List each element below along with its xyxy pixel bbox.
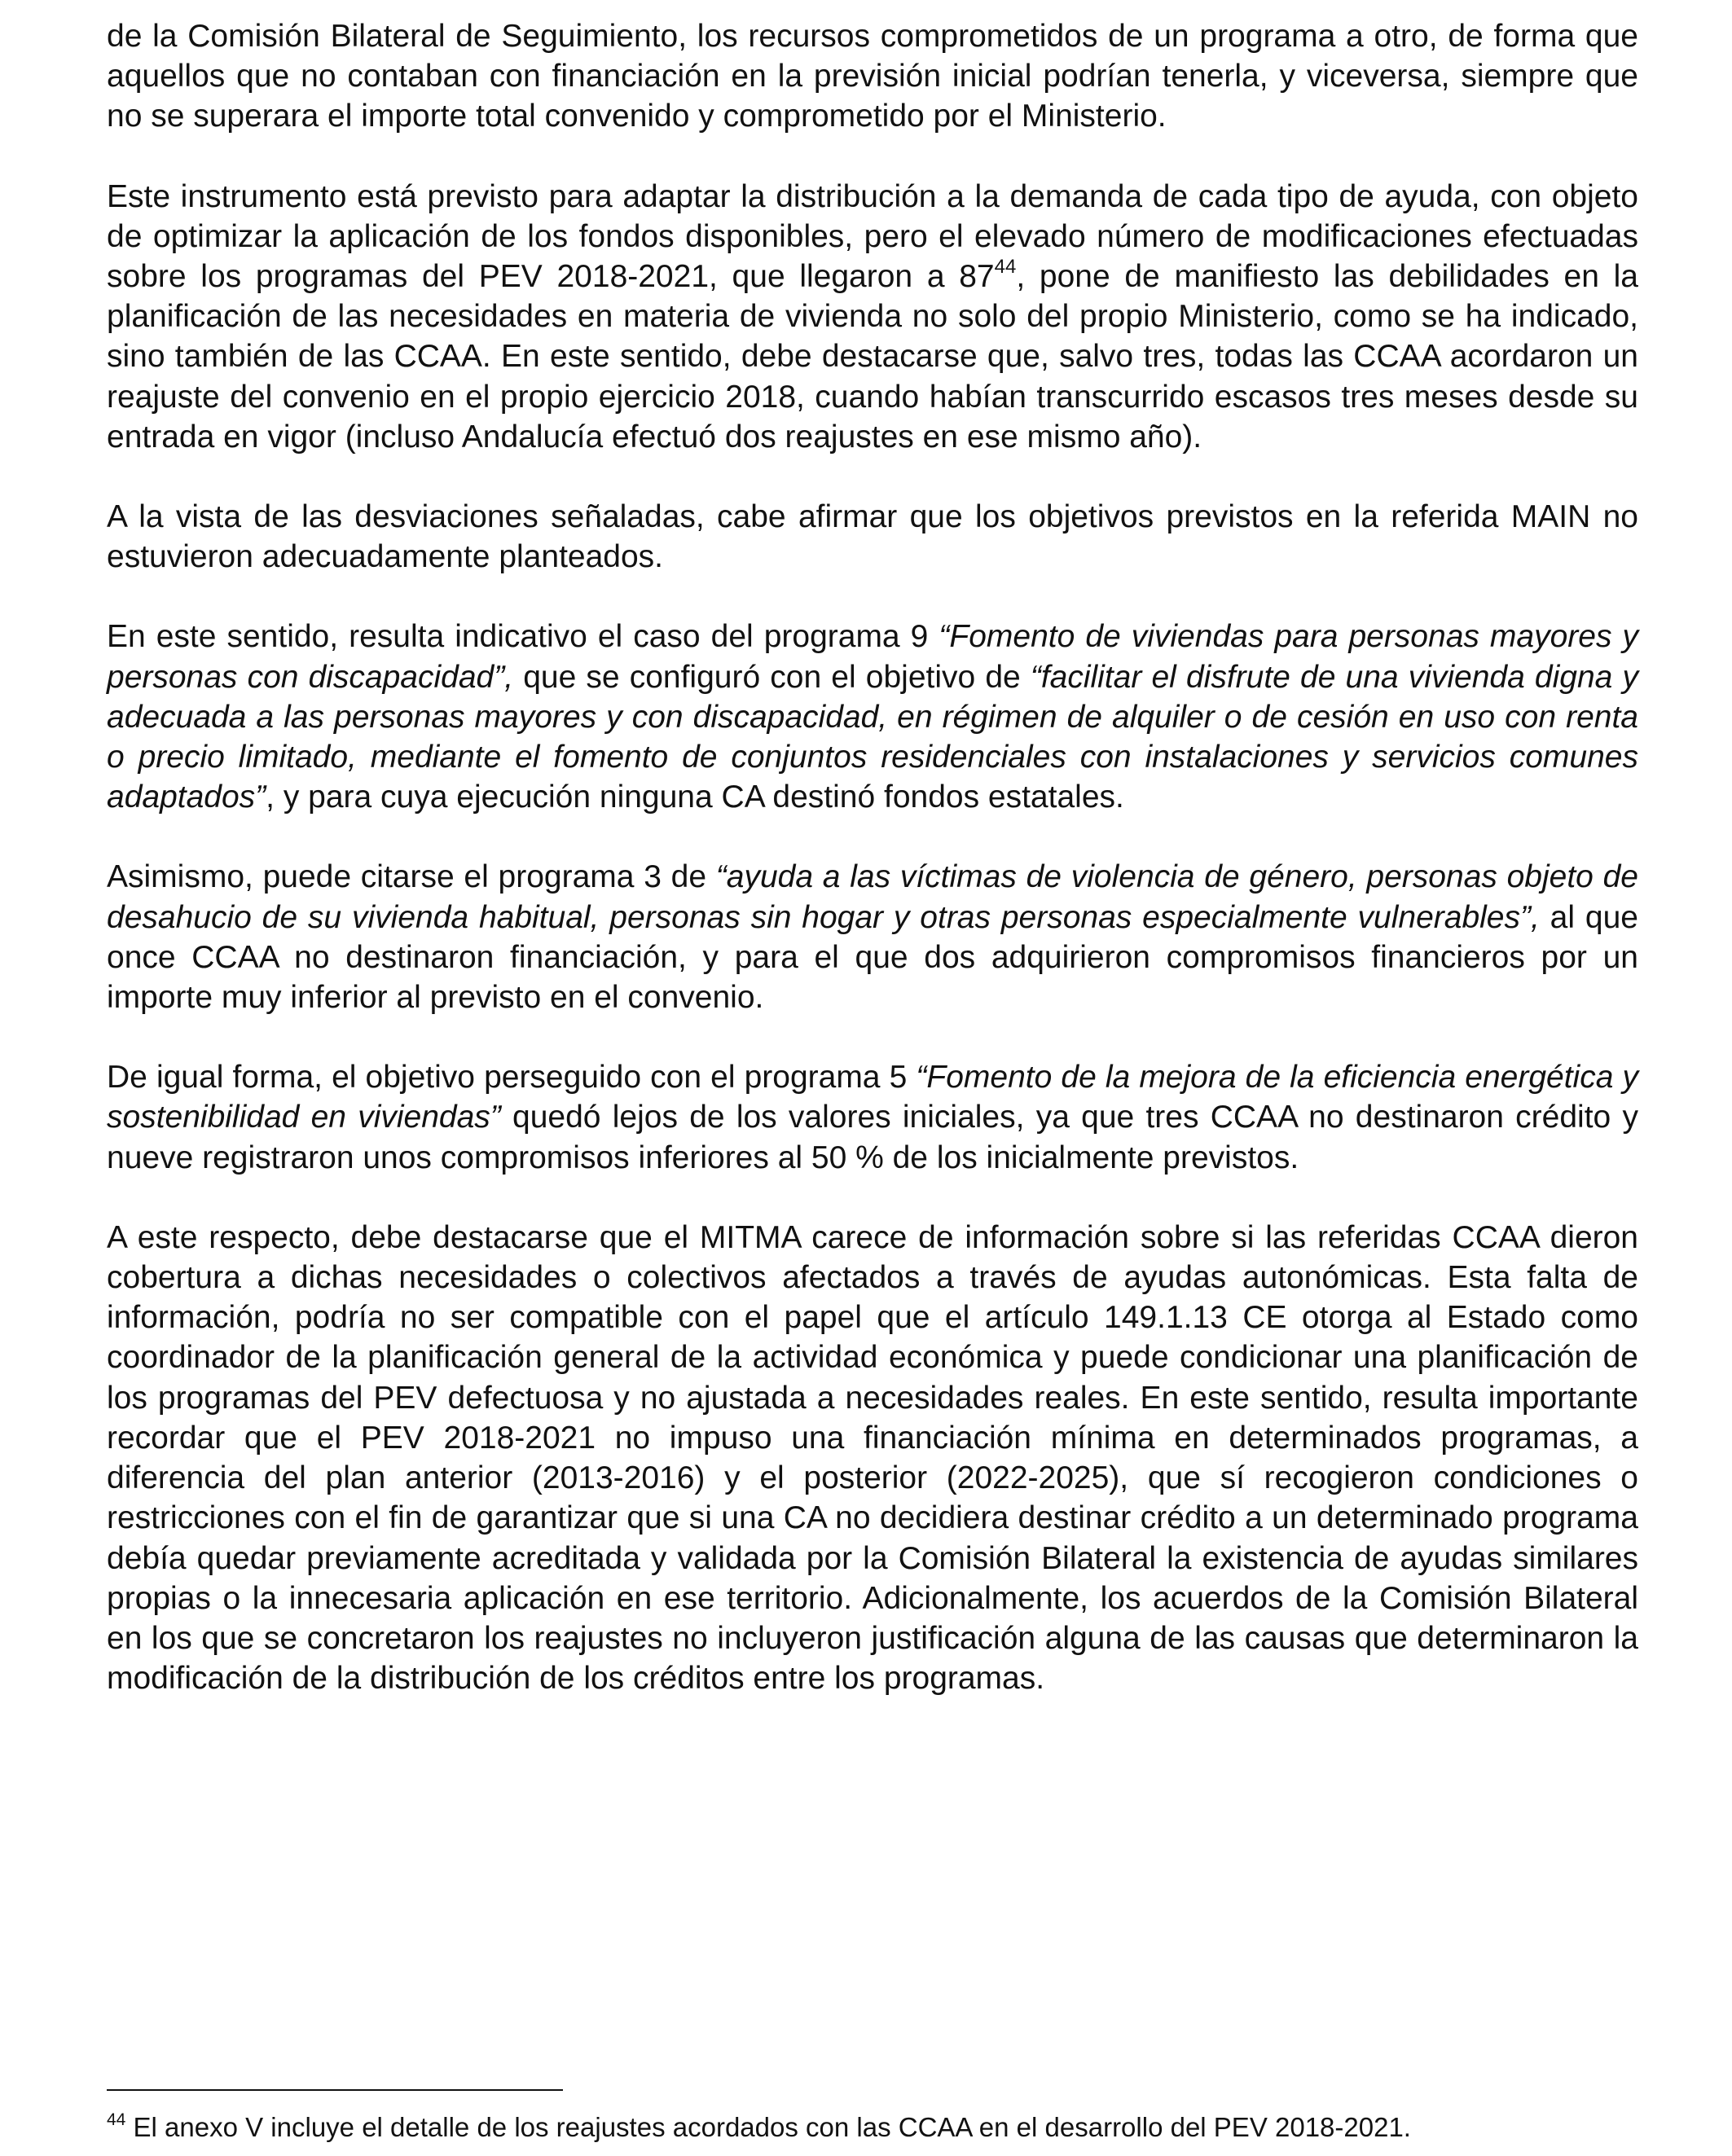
program-9-objective-quote: “facilitar el disfrute de una vivienda digna y adecuada a las personas mayores y con discapacidad, en régimen de alquiler o de cesión en uso con renta o precio limitado, mediante el fomento de conjuntos residenciales con instalaciones y servicios comunes adaptados” xyxy=(107,659,1638,815)
paragraph-2-text-b: , pone de manifiesto las debilidades en la planificación de las necesidades en materia de vivienda no solo del propio Ministerio, como se ha indicado, sino también de las CCAA. En este sentido, debe destacarse que, salvo tres, todas las CCAA acordaron un reajuste del convenio en el propio ejercicio 2018, cuando habían transcurrido escasos tres meses desde su entrada en vigor (incluso Andalucía efectuó dos reajustes en ese mismo año). xyxy=(107,259,1638,454)
paragraph-6-text-c: quedó lejos de los valores iniciales, ya que tres CCAA no destinaron crédito y nueve registraron unos compromisos inferiores al 50 % de los inicialmente previstos. xyxy=(107,1100,1638,1175)
paragraph-5-text-a: Asimismo, puede citarse el programa 3 de xyxy=(107,859,716,895)
paragraph-3: A la vista de las desviaciones señaladas, cabe afirmar que los objetivos previstos en la referida MAIN no estuvieron adecuadamente planteados. xyxy=(107,499,1638,575)
footnote-number: 44 xyxy=(107,2110,126,2129)
footnote xyxy=(107,2111,1638,2144)
paragraph-6 xyxy=(107,1057,1638,1178)
footnote-text: El anexo V incluye el detalle de los reajustes acordados con las CCAA en el desarrollo del PEV 2018-2021. xyxy=(125,2112,1411,2142)
program-3-title: “ayuda a las víctimas de violencia de género, personas objeto de desahucio de su vivienda habitual, personas sin hogar y otras personas especialmente vulnerables”, xyxy=(107,859,1638,935)
paragraph-5-text-c: al que once CCAA no destinaron financiación, y para el que dos adquirieron compromisos financieros por un importe muy inferior al previsto en el convenio. xyxy=(107,899,1638,1016)
paragraph-4-text-e: , y para cuya ejecución ninguna CA destinó fondos estatales. xyxy=(266,779,1124,815)
paragraph-1: de la Comisión Bilateral de Seguimiento, los recursos comprometidos de un programa a otro, de forma que aquellos que no contaban con financiación en la previsión inicial podrían tenerla, y viceversa, siempre que no se superara el importe total convenido y comprometido por el Ministerio. xyxy=(107,19,1638,134)
footnote-reference[interactable]: 44 xyxy=(994,256,1017,279)
document-body xyxy=(107,16,1638,1738)
paragraph-5 xyxy=(107,857,1638,1017)
program-9-title: “Fomento de viviendas para personas mayores y personas con discapacidad”, xyxy=(107,619,1638,695)
paragraph-6-text-a: De igual forma, el objetivo perseguido con el programa 5 xyxy=(107,1060,917,1096)
paragraph-7: A este respecto, debe destacarse que el MITMA carece de información sobre si las referidas CCAA dieron cobertura a dichas necesidades o colectivos afectados a través de ayudas autonómicas. Esta falta de información, podría no ser compatible con el papel que el artículo 149.1.13 CE otorga al Estado como coordinador de la planificación general de la actividad económica y puede condicionar una planificación de los programas del PEV defectuosa y no ajustada a necesidades reales. En este sentido, resulta importante recordar que el PEV 2018-2021 no impuso una financiación mínima en determinados programas, a diferencia del plan anterior (2013-2016) y el posterior (2022-2025), que sí recogieron condiciones o restricciones con el fin de garantizar que si una CA no decidiera destinar crédito a un determinado programa debía quedar previamente acreditada y validada por la Comisión Bilateral la existencia de ayudas similares propias o la innecesaria aplicación en ese territorio. Adicionalmente, los acuerdos de la Comisión Bilateral en los que se concretaron los reajustes no incluyeron justificación alguna de las causas que determinaron la modificación de la distribución de los créditos entre los programas. xyxy=(107,1219,1638,1697)
paragraph-2-text-a: Este instrumento está previsto para adaptar la distribución a la demanda de cada tipo de ayuda, con objeto de optimizar la aplicación de los fondos disponibles, pero el elevado número de modificaciones efectuadas sobre los programas del PEV 2018-2021, que llegaron a 87 xyxy=(107,178,1638,295)
footnote-separator xyxy=(107,2089,563,2091)
paragraph-2 xyxy=(107,177,1638,457)
paragraph-4-text-c: que se configuró con el objetivo de xyxy=(513,659,1031,695)
paragraph-4-text-a: En este sentido, resulta indicativo el caso del programa 9 xyxy=(107,619,939,655)
program-5-title: “Fomento de la mejora de la eficiencia energética y sostenibilidad en viviendas” xyxy=(107,1060,1638,1135)
paragraph-4 xyxy=(107,617,1638,817)
